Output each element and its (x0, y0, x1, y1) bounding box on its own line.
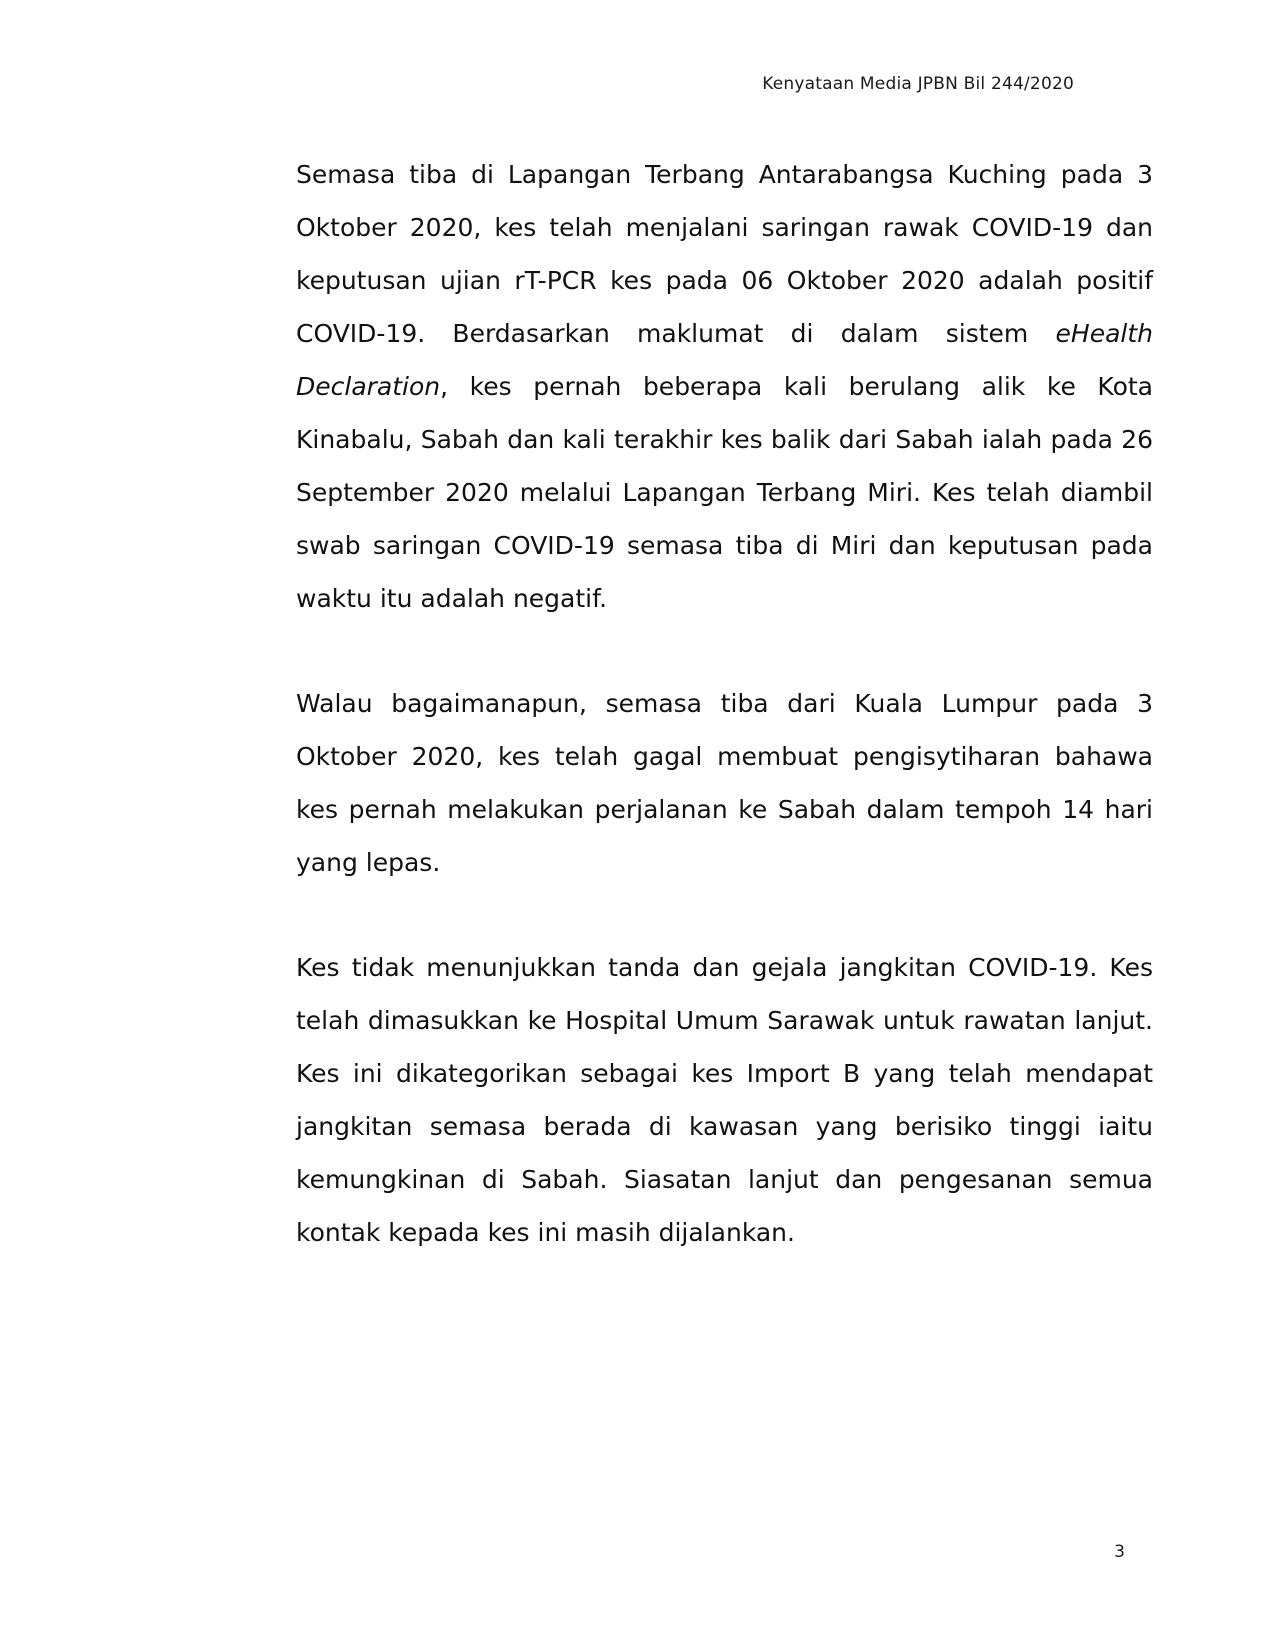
paragraph-2: Walau bagaimanapun, semasa tiba dari Kuala Lumpur pada 3 Oktober 2020, kes telah gagal membuat pengisytiharan bahawa kes pernah melakukan perjalanan ke Sabah dalam tempoh 14 hari yang lepas. (296, 689, 1153, 877)
paragraph-1 (296, 148, 1153, 625)
document-reference-header: Kenyataan Media JPBN Bil 244/2020 (762, 74, 1074, 94)
page-number: 3 (1114, 1542, 1125, 1562)
document-body (296, 148, 1153, 1259)
paragraph-1-text-start: Semasa tiba di Lapangan Terbang Antarabangsa Kuching pada 3 Oktober 2020, kes telah menjalani saringan rawak COVID-19 dan keputusan ujian rT-PCR kes pada 06 Oktober 2020 adalah positif COVID-19. Berdasarkan maklumat di dalam sistem (296, 160, 1153, 348)
italic-term: eHealth Declaration (296, 319, 1153, 401)
paragraph-3: Kes tidak menunjukkan tanda dan gejala jangkitan COVID-19. Kes telah dimasukkan ke Hospital Umum Sarawak untuk rawatan lanjut. Kes ini dikategorikan sebagai kes Import B yang telah mendapat jangkitan semasa berada di kawasan yang berisiko tinggi iaitu kemungkinan di Sabah. Siasatan lanjut dan pengesanan semua kontak kepada kes ini masih dijalankan. (296, 953, 1153, 1247)
paragraph-1-text-end: , kes pernah beberapa kali berulang alik ke Kota Kinabalu, Sabah dan kali terakhir kes balik dari Sabah ialah pada 26 September 2020 melalui Lapangan Terbang Miri. Kes telah diambil swab saringan COVID-19 semasa tiba di Miri dan keputusan pada waktu itu adalah negatif. (296, 372, 1153, 613)
